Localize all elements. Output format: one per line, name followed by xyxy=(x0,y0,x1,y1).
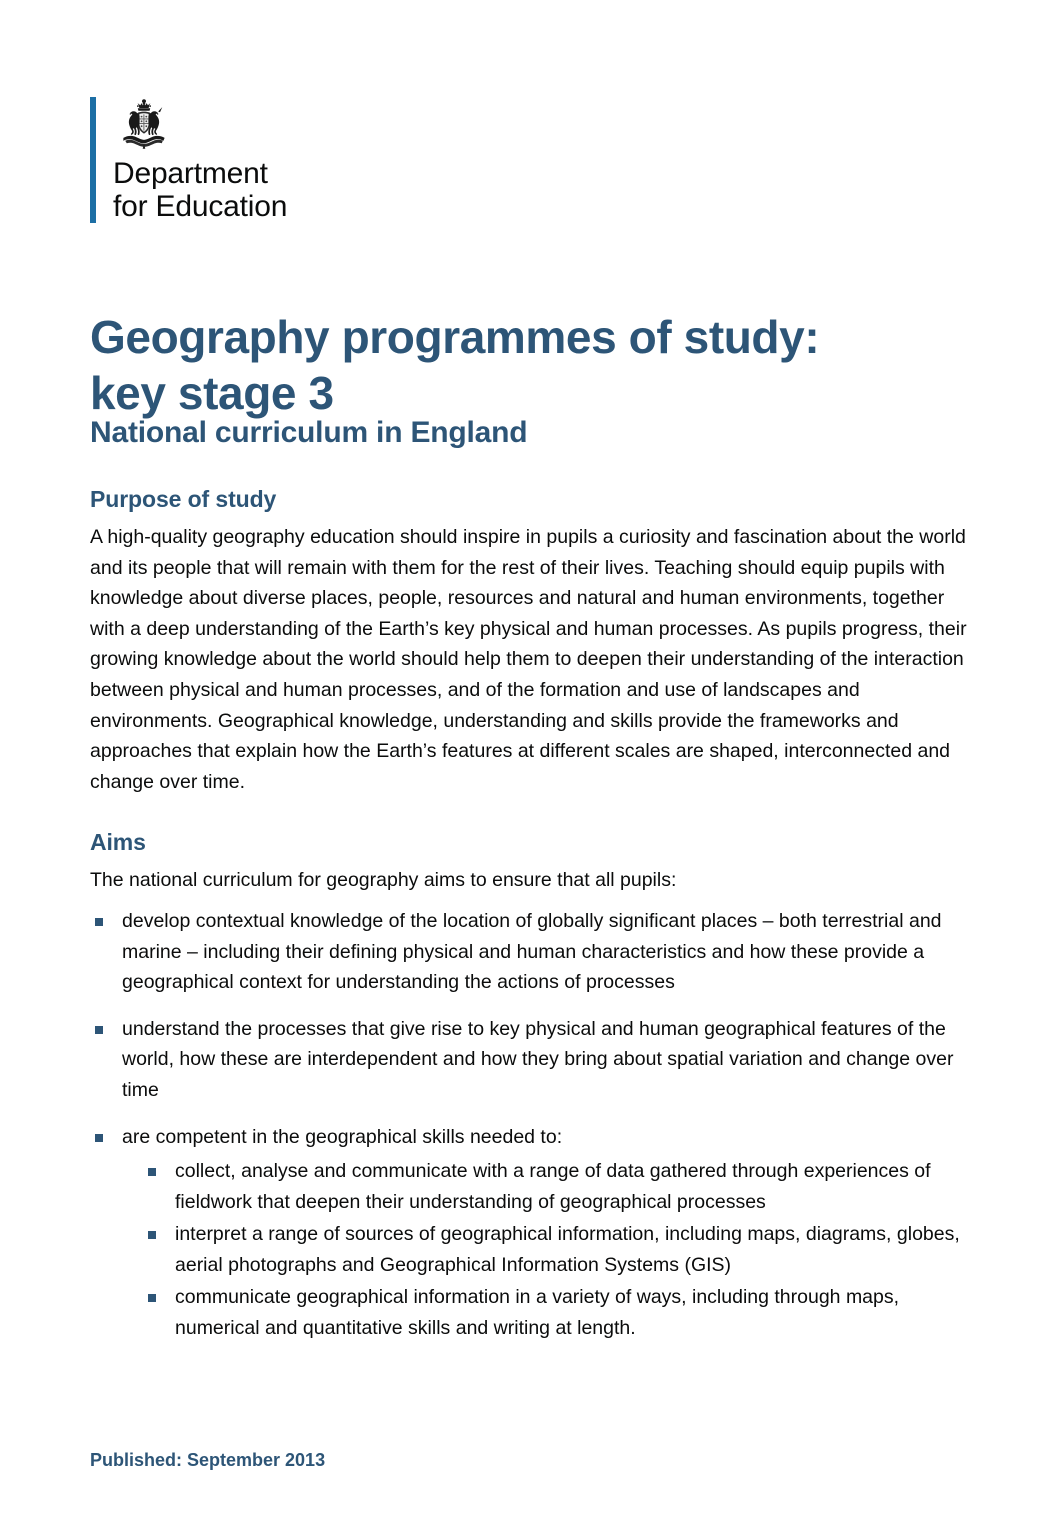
purpose-of-study-paragraph: A high-quality geography education should inspire in pupils a curiosity and fascination about the world and its people that will remain with them for the rest of their lives. Teaching should equip pupils with knowledge about diverse places, people, resources and natural and human environments, together with a deep understanding of the Earth’s key physical and human processes. As pupils progress, their growing knowledge about the world should help them to deepen their understanding of the interaction between physical and human processes, and of the formation and use of landscapes and environments. Geographical knowledge, understanding and skills provide the frameworks and approaches that explain how the Earth’s features at different scales are shaped, interconnected and change over time. xyxy=(90,526,967,793)
bullet-square-icon xyxy=(148,1231,156,1239)
list-item xyxy=(90,1122,972,1344)
list-item-text: communicate geographical information in a variety of ways, including through maps, numerical and quantitative skills and writing at length. xyxy=(175,1286,900,1340)
list-item xyxy=(122,1282,972,1343)
logo-line-2: for Education xyxy=(113,190,288,223)
geographical-skills-sub-list xyxy=(122,1156,972,1344)
list-item-text: interpret a range of sources of geographical information, including maps, diagrams, globes, aerial photographs and Geographical Information Systems (GIS) xyxy=(175,1223,960,1276)
list-item-text: are competent in the geographical skills needed to: xyxy=(122,1125,563,1148)
list-item xyxy=(122,1156,972,1217)
list-item-text: develop contextual knowledge of the location of globally significant places – both terrestrial and marine – including their defining physical and human characteristics and how these provide a geographical context for understanding the actions of processes xyxy=(122,909,942,994)
list-item-text: understand the processes that give rise to key physical and human geographical features of the world, how these are interdependent and how they bring about spatial variation and change over time xyxy=(122,1017,954,1101)
dfe-logo xyxy=(90,97,287,223)
published-date: Published: September 2013 xyxy=(90,1450,326,1470)
section-heading-aims: Aims xyxy=(90,829,146,856)
section-heading-purpose-of-study: Purpose of study xyxy=(90,486,277,512)
page-title-line-1: Geography programmes of study: xyxy=(90,310,820,363)
aims-bullet-list xyxy=(90,906,972,1344)
list-item xyxy=(122,1219,972,1280)
list-item xyxy=(90,1014,972,1106)
royal-coat-of-arms-icon xyxy=(113,97,175,152)
logo-line-1: Department xyxy=(113,157,268,190)
logo-text-block xyxy=(113,97,287,223)
page-title-line-2: key stage 3 xyxy=(90,366,334,419)
list-item xyxy=(90,906,972,998)
bullet-square-icon xyxy=(148,1294,156,1302)
logo-accent-bar xyxy=(90,97,96,223)
aims-lead-paragraph: The national curriculum for geography aims to ensure that all pupils: xyxy=(90,869,677,892)
page-subtitle: National curriculum in England xyxy=(90,416,528,449)
list-item-text: collect, analyse and communicate with a range of data gathered through experiences of fieldwork that deepen their understanding of geographical processes xyxy=(175,1160,931,1213)
page-title xyxy=(90,309,970,421)
bullet-square-icon xyxy=(95,1026,103,1034)
bullet-square-icon xyxy=(95,918,103,926)
bullet-square-icon xyxy=(95,1134,103,1142)
bullet-square-icon xyxy=(148,1168,156,1176)
document-body xyxy=(90,484,972,1346)
